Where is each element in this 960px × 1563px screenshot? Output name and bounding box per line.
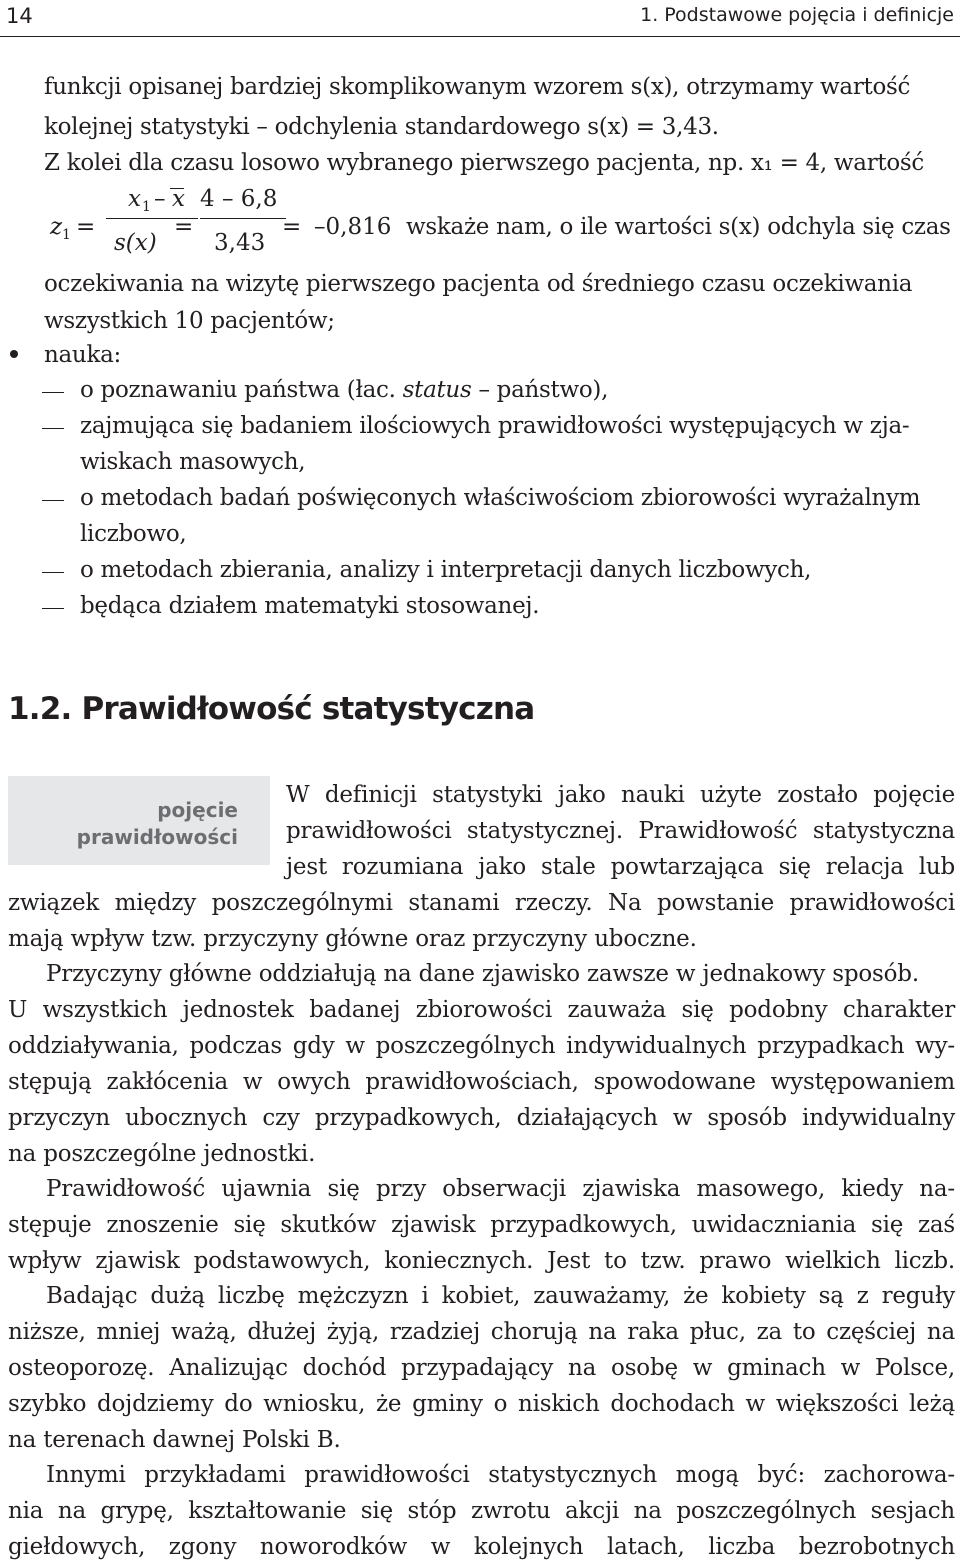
list-item: będąca działem matematyki stosowanej. — [80, 593, 540, 619]
list-item: o poznawaniu państwa (łac. status – państwo), — [80, 377, 609, 403]
formula-numerator-x: x — [128, 186, 141, 212]
body-line: U wszystkich jednostek badanej zbiorowości zauważa się podobny charakter — [8, 997, 955, 1023]
formula-equals: = — [76, 214, 96, 240]
body-line: W definicji statystyki jako nauki użyte zostało pojęcie — [286, 782, 955, 808]
body-line: przyczyn ubocznych czy przypadkowych, działających w sposób indywidualny — [8, 1105, 955, 1131]
formula-denominator-2: 3,43 — [214, 230, 266, 256]
text-line: funkcji opisanej bardziej skomplikowanym wzorem s(x), otrzymamy wartość — [44, 74, 911, 100]
body-line: szybko dojdziemy do wniosku, że gminy o niskich dochodach w większości leżą — [8, 1391, 955, 1417]
list-item: nauka: — [44, 342, 121, 368]
text-line: Z kolei dla czasu losowo wybranego pierwszego pacjenta, np. x₁ = 4, wartość — [44, 150, 924, 176]
formula-result: –0,816 — [314, 214, 392, 240]
section-heading: 1.2. Prawidłowość statystyczna — [8, 691, 535, 727]
body-line: niższe, mniej ważą, dłużej żyją, rzadziej chorują na raka płuc, za to częściej na — [8, 1319, 955, 1345]
text-line: wszystkich 10 pacjentów; — [44, 308, 335, 334]
formula-equals: = — [174, 214, 194, 240]
page-number: 14 — [6, 4, 33, 28]
formula-z-subscript: 1 — [62, 227, 71, 243]
margin-note-line: prawidłowości — [76, 825, 238, 849]
formula-fraction-bar — [200, 218, 286, 219]
dash-marker — [42, 392, 64, 393]
formula-z: z — [50, 214, 63, 240]
text-line: oczekiwania na wizytę pierwszego pacjenta od średniego czasu oczekiwania — [44, 271, 913, 297]
formula-numerator-subscript: 1 — [142, 199, 151, 215]
body-line: giełdowych, zgony noworodków w kolejnych latach, liczba bezrobotnych — [8, 1534, 955, 1560]
text-line: kolejnej statystyki – odchylenia standardowego s(x) = 3,43. — [44, 114, 719, 140]
formula-denominator: s(x) — [114, 230, 157, 256]
dash-marker — [42, 608, 64, 609]
formula-equals: = — [282, 214, 302, 240]
z-score-formula — [50, 188, 960, 268]
dash-marker — [42, 428, 64, 429]
margin-note-line: pojęcie — [157, 798, 238, 822]
list-item: o metodach zbierania, analizy i interpretacji danych liczbowych, — [80, 557, 812, 583]
body-line: na poszczególne jednostki. — [8, 1141, 316, 1167]
margin-note — [8, 776, 270, 865]
dash-marker — [42, 572, 64, 573]
body-line: Innymi przykładami prawidłowości statystycznych mogą być: zachorowa- — [46, 1462, 955, 1488]
page-header — [0, 0, 960, 40]
body-line: stępują zakłócenia w owych prawidłowościach, spowodowane występowaniem — [8, 1069, 955, 1095]
body-line: Przyczyny główne oddziałują na dane zjawisko zawsze w jednakowy sposób. — [46, 961, 919, 987]
formula-numerator-minus: – — [154, 186, 166, 212]
header-rule — [0, 36, 960, 37]
body-line: wpływ zjawisk podstawowych, koniecznych. Jest to tzw. prawo wielkich liczb. — [8, 1248, 955, 1274]
body-line: związek między poszczególnymi stanami rzeczy. Na powstanie prawidłowości — [8, 890, 955, 916]
body-line: nia na grypę, kształtowanie się stóp zwrotu akcji na poszczególnych sesjach — [8, 1498, 955, 1524]
body-line: Badając dużą liczbę mężczyzn i kobiet, zauważamy, że kobiety są z reguły — [46, 1283, 955, 1309]
list-item-continuation: wiskach masowych, — [80, 449, 306, 475]
list-item: zajmująca się badaniem ilościowych prawidłowości występujących w zja- — [80, 413, 910, 439]
chapter-title: 1. Podstawowe pojęcia i definicje — [640, 4, 954, 26]
formula-mean-bar — [170, 188, 184, 189]
body-line: osteoporozę. Analizując dochód przypadający na osobę w gminach w Polsce, — [8, 1355, 955, 1381]
body-line: na terenach dawnej Polski B. — [8, 1427, 341, 1453]
body-line: oddziaływania, podczas gdy w poszczególnych indywidualnych przypadkach wy- — [8, 1033, 955, 1059]
list-item-continuation: liczbowo, — [80, 521, 187, 547]
body-line: prawidłowości statystycznej. Prawidłowość statystyczna — [286, 818, 955, 844]
body-line: mają wpływ tzw. przyczyny główne oraz przyczyny uboczne. — [8, 926, 697, 952]
body-line: Prawidłowość ujawnia się przy obserwacji zjawiska masowego, kiedy na- — [46, 1176, 955, 1202]
formula-tail-text: wskaże nam, o ile wartości s(x) odchyla się czas — [406, 214, 951, 240]
dash-marker — [42, 500, 64, 501]
body-line: jest rozumiana jako stale powtarzająca się relacja lub — [286, 854, 955, 880]
body-line: stępuje znoszenie się skutków zjawisk przypadkowych, uwidaczniania się zaś — [8, 1212, 955, 1238]
formula-numerator-2: 4 – 6,8 — [200, 186, 278, 212]
list-item: o metodach badań poświęconych właściwościom zbiorowości wyrażalnym — [80, 485, 921, 511]
bullet-marker — [10, 350, 18, 358]
formula-numerator-xbar: x — [172, 186, 185, 212]
